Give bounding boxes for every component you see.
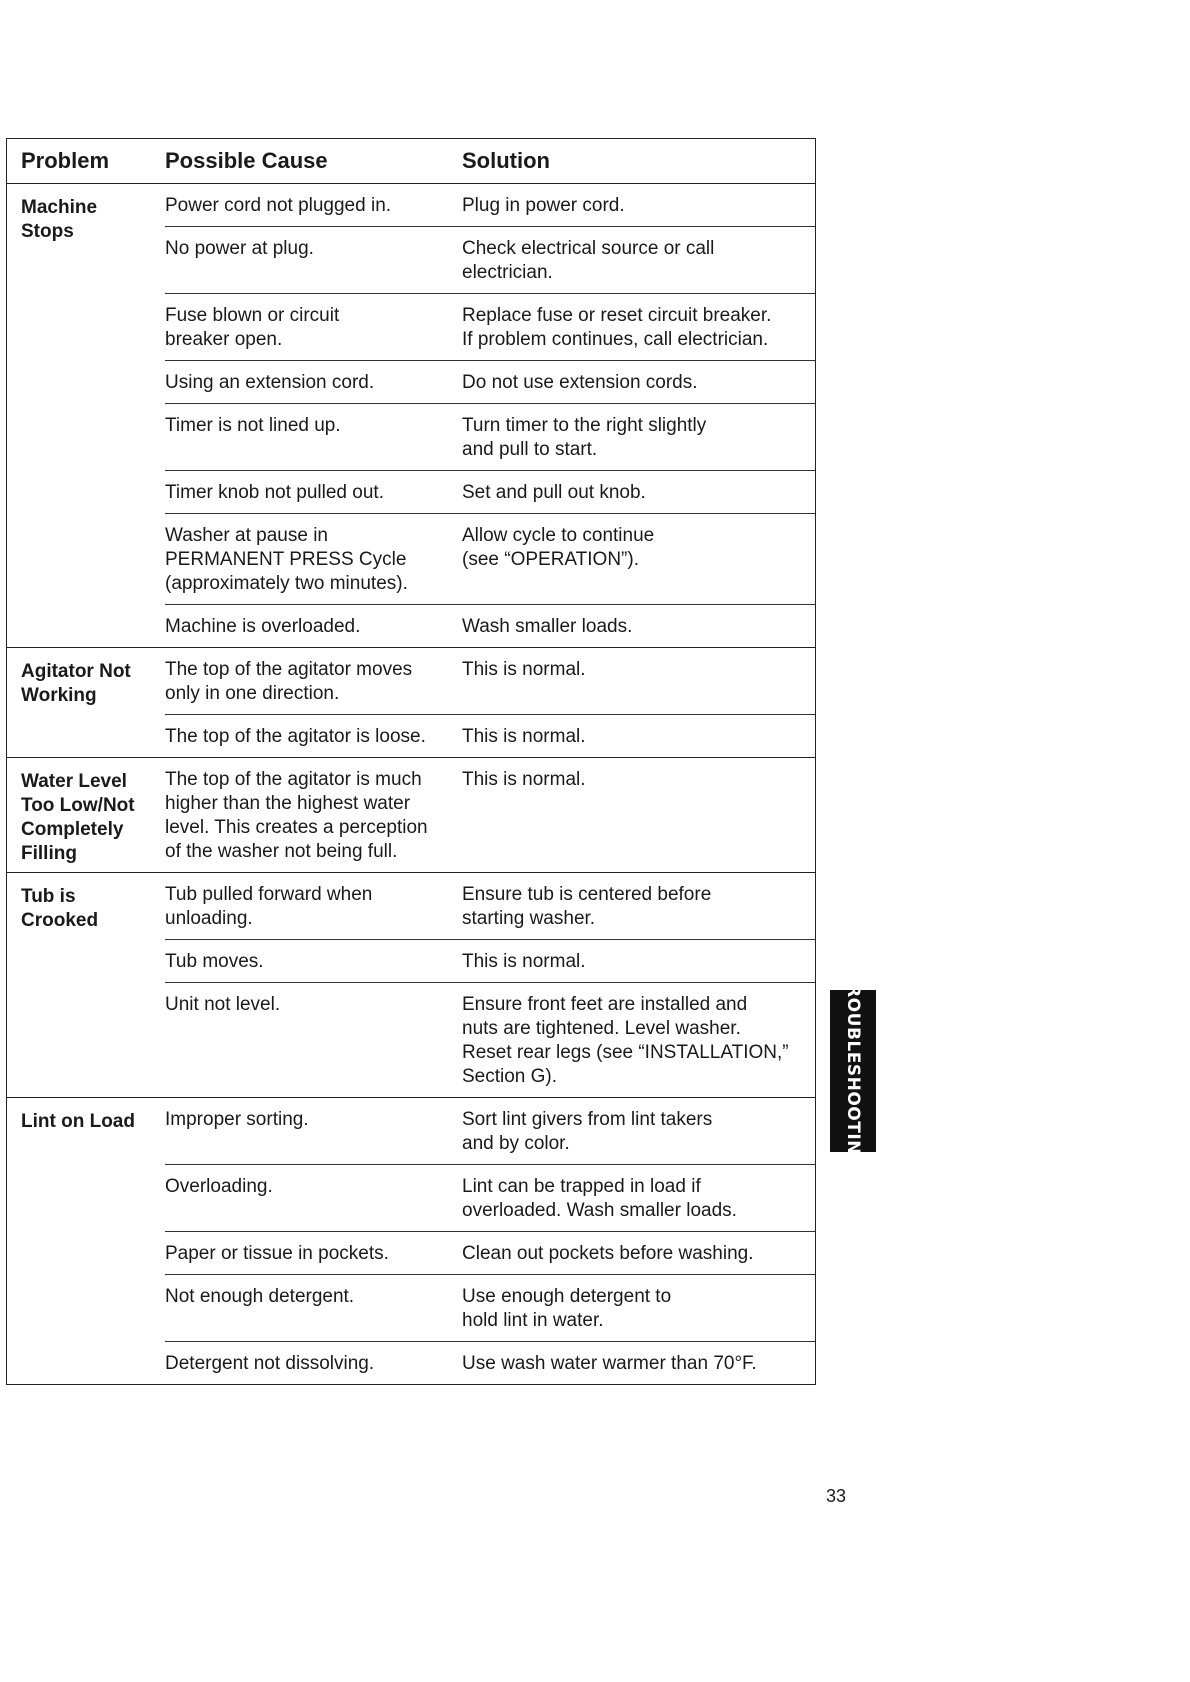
header-cause: Possible Cause — [165, 148, 328, 173]
solution-cell: This is normal. — [462, 951, 586, 972]
problem-rows — [165, 873, 815, 1097]
problem-label: Lint on Load — [21, 1111, 135, 1132]
table-row — [165, 471, 815, 514]
solution-cell: This is normal. — [462, 659, 586, 680]
table-row — [165, 294, 815, 361]
table-row — [165, 361, 815, 404]
table-row — [165, 227, 815, 294]
cause-cell: Tub moves. — [165, 951, 264, 972]
solution-cell: Allow cycle to continue (see “OPERATION”). — [462, 525, 655, 570]
cause-cell: Improper sorting. — [165, 1109, 309, 1130]
problem-group — [7, 873, 815, 1098]
table-row — [165, 1098, 815, 1165]
solution-cell: Ensure tub is centered before starting washer. — [462, 884, 712, 929]
header-problem: Problem — [21, 148, 110, 173]
cause-cell: No power at plug. — [165, 238, 314, 259]
table-row — [165, 514, 815, 605]
table-row — [165, 983, 815, 1097]
problem-rows — [165, 758, 815, 872]
solution-cell: Replace fuse or reset circuit breaker. If problem continues, call electrician. — [462, 305, 772, 350]
cause-cell: Timer is not lined up. — [165, 415, 341, 436]
solution-cell: Check electrical source or call electrician. — [462, 238, 715, 283]
section-side-tab — [830, 972, 876, 1170]
table-header — [7, 139, 815, 184]
troubleshooting-table — [6, 138, 816, 1385]
table-row — [165, 184, 815, 227]
problem-rows — [165, 648, 815, 757]
problem-label: Machine Stops — [21, 197, 98, 242]
problem-group — [7, 648, 815, 758]
cause-cell: Paper or tissue in pockets. — [165, 1243, 389, 1264]
problem-group — [7, 1098, 815, 1384]
solution-cell: Sort lint givers from lint takers and by color. — [462, 1109, 713, 1154]
table-row — [165, 605, 815, 647]
page-number: 33 — [826, 1486, 847, 1506]
cause-cell: Fuse blown or circuit breaker open. — [165, 305, 340, 350]
solution-cell: Use wash water warmer than 70°F. — [462, 1353, 757, 1374]
table-row — [165, 1342, 815, 1384]
problem-label: Water Level Too Low/Not Completely Filling — [21, 771, 135, 864]
cause-cell: Detergent not dissolving. — [165, 1353, 375, 1374]
side-tab-label: TROUBLESHOOTING — [843, 972, 863, 1170]
cause-cell: Overloading. — [165, 1176, 273, 1197]
cause-cell: Using an extension cord. — [165, 372, 375, 393]
cause-cell: Timer knob not pulled out. — [165, 482, 384, 503]
solution-cell: This is normal. — [462, 726, 586, 747]
solution-cell: Ensure front feet are installed and nuts are tightened. Level washer. Reset rear legs (see “INSTALLATION,” Section G). — [462, 994, 789, 1087]
cause-cell: Washer at pause in PERMANENT PRESS Cycle (approximately two minutes). — [165, 525, 408, 594]
table-row — [165, 404, 815, 471]
solution-cell: Clean out pockets before washing. — [462, 1243, 754, 1264]
problem-rows — [165, 1098, 815, 1384]
problem-group — [7, 184, 815, 648]
table-row — [165, 1275, 815, 1342]
cause-cell: Unit not level. — [165, 994, 281, 1015]
solution-cell: Do not use extension cords. — [462, 372, 698, 393]
table-row — [165, 648, 815, 715]
table-row — [165, 1232, 815, 1275]
table-row — [165, 715, 815, 757]
solution-cell: Plug in power cord. — [462, 195, 625, 216]
cause-cell: Machine is overloaded. — [165, 616, 361, 637]
solution-cell: Lint can be trapped in load if overloaded. Wash smaller loads. — [462, 1176, 737, 1221]
solution-cell: Set and pull out knob. — [462, 482, 646, 503]
cause-cell: Tub pulled forward when unloading. — [165, 884, 373, 929]
table-row — [165, 873, 815, 940]
cause-cell: The top of the agitator is much higher than the highest water level. This creates a perception of the washer not being full. — [165, 769, 428, 862]
problem-label: Agitator Not Working — [21, 661, 131, 706]
problem-rows — [165, 184, 815, 647]
table-row — [165, 758, 815, 872]
header-solution: Solution — [462, 148, 550, 173]
problem-group — [7, 758, 815, 873]
solution-cell: This is normal. — [462, 769, 586, 790]
table-body — [7, 184, 815, 1384]
solution-cell: Wash smaller loads. — [462, 616, 633, 637]
solution-cell: Turn timer to the right slightly and pull to start. — [462, 415, 707, 460]
table-row — [165, 940, 815, 983]
solution-cell: Use enough detergent to hold lint in water. — [462, 1286, 672, 1331]
table-row — [165, 1165, 815, 1232]
cause-cell: Power cord not plugged in. — [165, 195, 392, 216]
problem-label: Tub is Crooked — [21, 886, 99, 931]
cause-cell: The top of the agitator is loose. — [165, 726, 426, 747]
cause-cell: Not enough detergent. — [165, 1286, 355, 1307]
cause-cell: The top of the agitator moves only in one direction. — [165, 659, 413, 704]
